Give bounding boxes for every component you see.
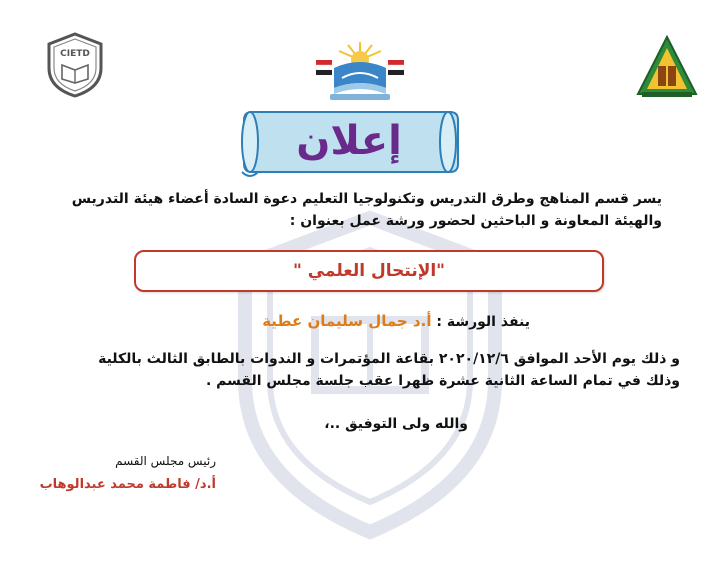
details-line-2: وذلك في تمام الساعة الثانية عشرة ظهرا عقب جلسة مجلس القسم . <box>205 373 680 389</box>
closing-line: والله ولى التوفيق ..، <box>324 416 468 432</box>
workshop-title: "الإنتحال العلمي " <box>292 261 446 281</box>
signature-role: رئيس مجلس القسم <box>115 454 216 468</box>
announcement-title: إعلان <box>296 118 402 164</box>
presenter-line <box>130 312 530 330</box>
presenter-label: ينفذ الورشة : <box>436 314 530 330</box>
cietd-logo-text: CIETD <box>60 49 90 59</box>
invitation-intro <box>22 188 662 232</box>
faculty-emblem-icon <box>312 38 408 102</box>
event-details <box>20 348 680 392</box>
presenter-name: أ.د جمال سليمان عطية <box>262 312 432 330</box>
university-logo-icon <box>636 34 698 100</box>
signature-name: أ.د/ فاطمة محمد عبدالوهاب <box>39 477 216 492</box>
intro-line-1: يسر قسم المناهج وطرق التدريس وتكنولوجيا التعليم دعوة السادة أعضاء هيئة التدريس <box>71 191 662 207</box>
workshop-title-box <box>134 250 604 292</box>
intro-line-2: والهيئة المعاونة و الباحثين لحضور ورشة عمل بعنوان : <box>289 213 662 229</box>
details-line-1: و ذلك يوم الأحد الموافق ٢٠٢٠/١٢/٦ بقاعة المؤتمرات و الندوات بالطابق الثالث بالكلية <box>98 351 680 367</box>
cietd-logo-icon <box>46 32 104 98</box>
